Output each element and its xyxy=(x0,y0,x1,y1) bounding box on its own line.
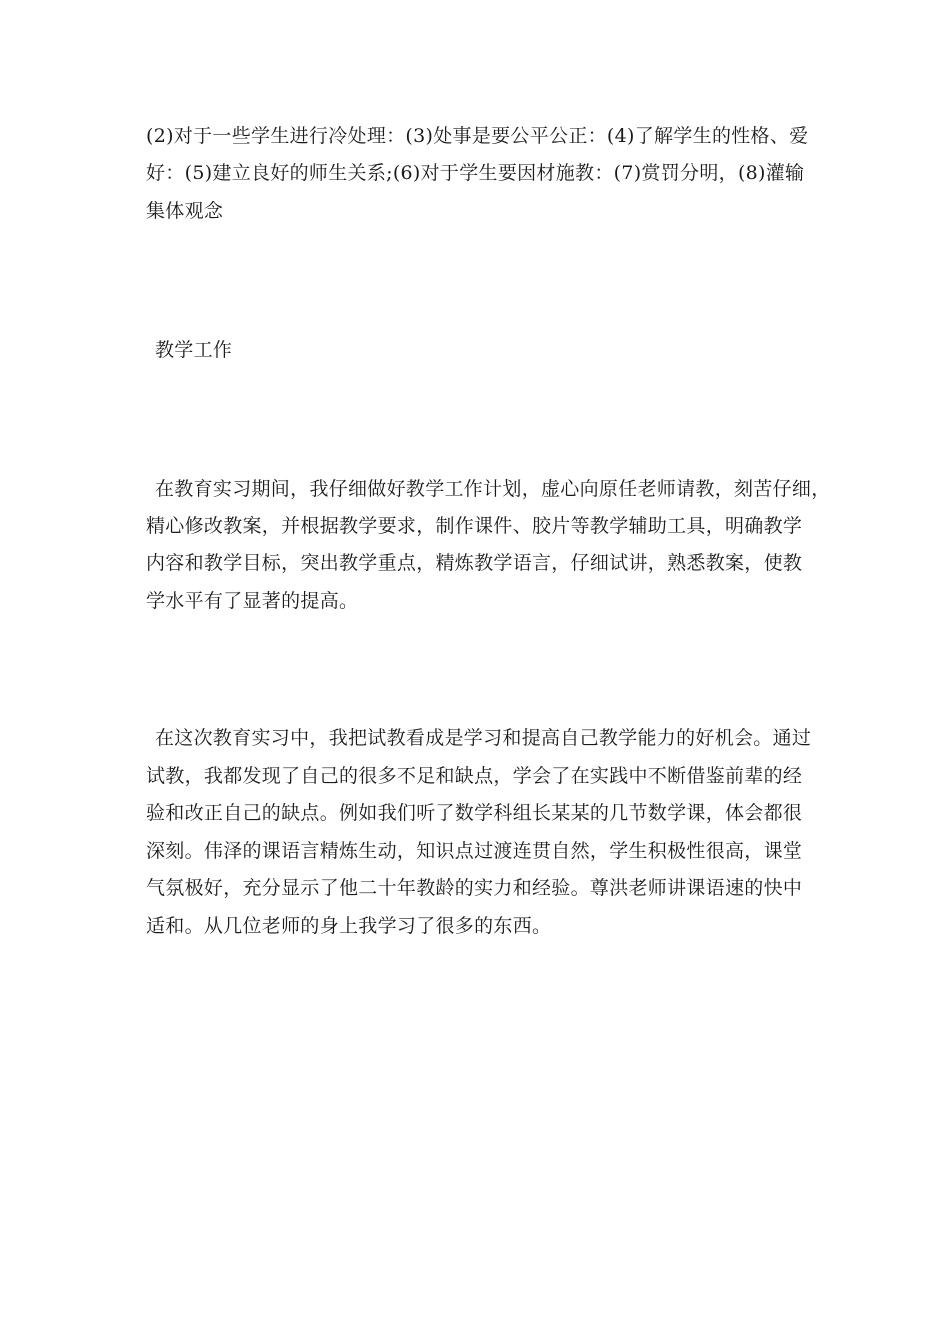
paragraph-line: 气氛极好，充分显示了他二十年教龄的实力和经验。尊洪老师讲课语速的快中 xyxy=(146,877,803,899)
paragraph-line: 集体观念 xyxy=(146,200,224,222)
section-heading: 教学工作 xyxy=(155,339,233,361)
paragraph-line: (2)对于一些学生进行冷处理：(3)处事是要公平公正：(4)了解学生的性格、爱 xyxy=(146,125,809,147)
paragraph-line: 深刻。伟泽的课语言精炼生动，知识点过渡连贯自然，学生积极性很高，课堂 xyxy=(146,840,803,862)
paragraph-line: 好：(5)建立良好的师生关系;(6)对于学生要因材施教：(7)赏罚分明，(8)灌输 xyxy=(146,162,805,184)
paragraph-line: 试教，我都发现了自己的很多不足和缺点，学会了在实践中不断借鉴前辈的经 xyxy=(146,765,803,787)
paragraph-line: 验和改正自己的缺点。例如我们听了数学科组长某某的几节数学课，体会都很 xyxy=(146,802,803,824)
paragraph-line: 精心修改教案，并根据教学要求，制作课件、胶片等教学辅助工具，明确教学 xyxy=(146,515,803,537)
paragraph-line: 在这次教育实习中，我把试教看成是学习和提高自己教学能力的好机会。通过 xyxy=(155,727,812,749)
paragraph-line: 内容和教学目标，突出教学重点，精炼教学语言，仔细试讲，熟悉教案，使教 xyxy=(146,552,803,574)
paragraph-line: 在教育实习期间，我仔细做好教学工作计划，虚心向原任老师请教，刻苦仔细， xyxy=(155,478,831,500)
paragraph-line: 适和。从几位老师的身上我学习了很多的东西。 xyxy=(146,915,552,937)
paragraph-line: 学水平有了显著的提高。 xyxy=(146,590,359,612)
